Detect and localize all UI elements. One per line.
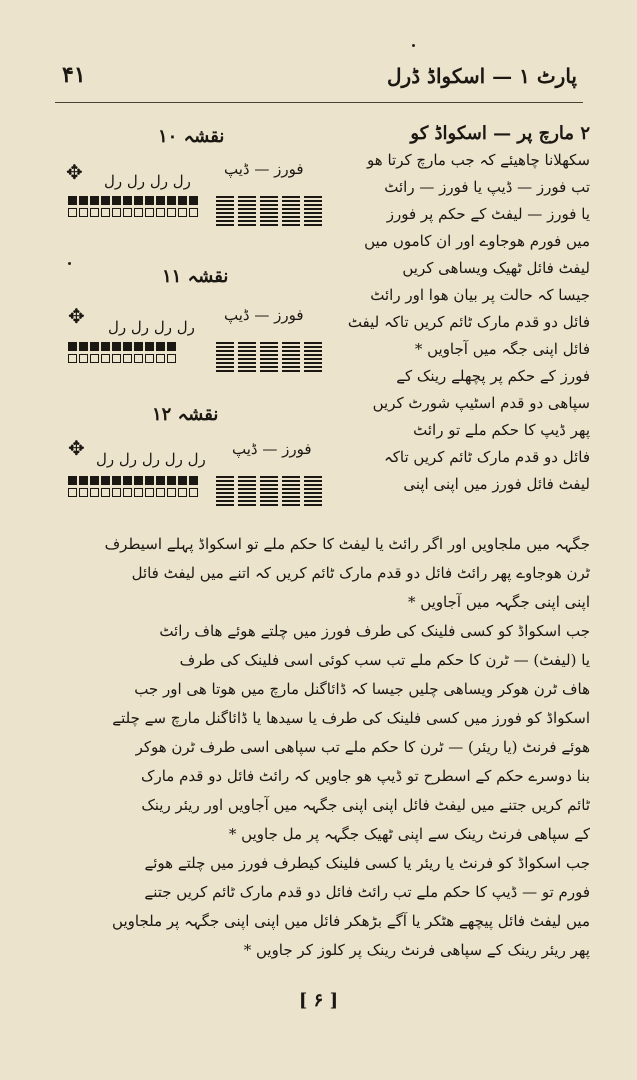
diagram-title: نقشہ ۱۱ [162,266,229,287]
text-line: یا فورز — لیفٹ کے حکم پر فورز [386,205,590,223]
diagram-labels: رل رل رل رل [108,318,195,336]
text-line: فائل اپنی جگہ میں آجاویں * [414,340,590,358]
speck [68,262,71,265]
text-line: بنا دوسرے حکم کے اسطرح تو ڈیپ ھو جاویں کہ رائٹ فائل دو قدم مارک [141,767,590,785]
diagram-labels: رل رل رل رل رل [96,450,206,468]
text-line: ٹائم کریں جتنے میں لیفٹ فائل اپنی اپنی جگہہ میں آجاویں اور ریئر رینک [141,796,590,814]
text-line: فورز کے حکم پر پچھلے رینک کے [396,367,590,385]
text-line: کے سپاھی فرنٹ رینک سے اپنی ٹھیک جگہہ پر مل جاویں * [228,825,590,843]
text-line: جگہہ میں ملجاویں اور اگر رائٹ یا لیفٹ کا حکم ملے تو اسکواڈ پہلے اسیطرف [104,535,590,553]
rank-row [68,476,198,485]
rank-row [68,488,198,497]
text-line: ھوئے فرنٹ (یا ریئر) — ٹرن کا حکم ملے تب سپاھی اسی طرف ٹرن ھوکر [135,738,590,756]
text-line: فائل دو قدم مارک ٹائم کریں تاکہ [383,448,590,466]
squad-glyph-icon: ✥ [68,304,85,328]
rank-row [68,196,198,205]
text-line: جب اسکواڈ کو کسی فلینک کی طرف فورز میں چلتے ھوئے ھاف رائٹ [159,622,590,640]
page-marker: [ ۶ ] [298,990,339,1011]
text-line: جیسا کہ حالت پر بیان ھوا اور رائٹ [370,286,590,304]
file-grid [216,342,322,372]
squad-glyph-icon: ✥ [66,160,83,184]
text-line: ھاف ٹرن ھوکر ویساھی چلیں جیسا کہ ڈائاگنل مارچ میں ھوتا ھی اور جب [134,680,590,698]
file-grid [216,476,322,506]
text-line: میں فورم ھوجاوے اور ان کاموں میں [364,232,590,250]
squad-glyph-icon: ✥ [68,436,85,460]
text-line: جب اسکواڈ کو فرنٹ یا ریئر یا کسی فلینک کیطرف فورز میں چلتے ھوئے [144,854,590,872]
text-line: فورم تو — ڈیپ کا حکم ملے تب رائٹ فائل دو قدم مارک ٹائم کریں جتنے [144,883,590,901]
speck [412,44,415,47]
right-column-text [340,120,590,498]
text-line: اسکواڈ کو فورز میں کسی فلینک کی طرف یا سیدھا یا ڈائاگنل مارچ سے چلتے [112,709,590,727]
diagram-labels: رل رل رل رل [104,172,191,190]
running-title: پارٹ ۱ — اسکواڈ ڈرل [387,64,577,88]
text-line: میں لیفٹ فائل پیچھے ھٹکر یا آگے بڑھکر فائل میں اپنی اپنی جگہہ پر ملجاویں [112,912,590,930]
text-line: پھر ڈیپ کا حکم ملے تو رائٹ [413,421,590,439]
text-line: ٹرن ھوجاوے پھر رائٹ فائل دو قدم مارک ٹائم کریں کہ اتنے میں لیفٹ فائل [131,564,590,582]
diagram-legend: فورز — ڈیپ [224,306,304,324]
rank-row [68,354,176,363]
diagram-title: نقشہ ۱۲ [152,404,219,425]
page-number: ۴۱ [62,62,86,88]
text-line: ۲ مارچ پر — اسکواڈ کو [410,123,590,144]
file-grid [216,196,322,226]
text-line: لیفٹ فائل ٹھیک ویساھی کریں [402,259,590,277]
rank-row [68,342,176,351]
text-line: سکھلانا چاھیئے کہ جب مارچ کرتا ھو [367,151,590,169]
text-line: لیفٹ فائل فورز میں اپنی اپنی [403,475,590,493]
diagram-legend: فورز — ڈیپ [232,440,312,458]
rank-row [68,208,198,217]
text-line: یا (لیفٹ) — ٹرن کا حکم ملے تب سب کوئی اسی فلینک کی طرف [179,651,590,669]
text-line: پھر ریئر رینک کے سپاھی فرنٹ رینک پر کلوز کر جاویں * [243,941,590,959]
diagram-title: نقشہ ۱۰ [158,126,225,147]
text-line: تب فورز — ڈیپ یا فورز — رائٹ [384,178,590,196]
diagram-legend: فورز — ڈیپ [224,160,304,178]
header-rule [55,102,583,103]
full-width-text [60,530,590,965]
text-line: اپنی اپنی جگہہ میں آجاویں * [407,593,590,611]
page-header [60,62,577,98]
text-line: فائل دو قدم مارک ٹائم کریں تاکہ لیفٹ [347,313,590,331]
text-line: سپاھی دو قدم اسٹیپ شورٹ کریں [372,394,590,412]
